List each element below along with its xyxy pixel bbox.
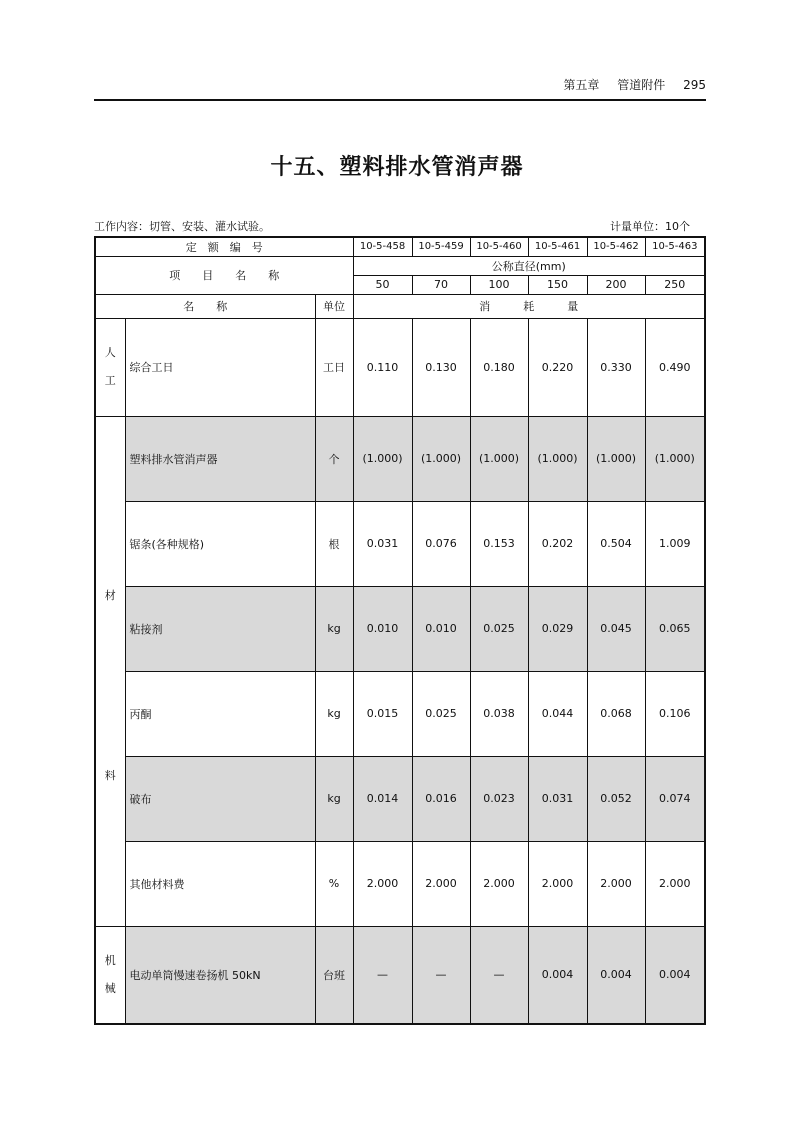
category-char: 机 (104, 953, 116, 967)
item-value: (1.000) (412, 416, 470, 501)
item-value: 0.180 (470, 318, 528, 416)
unit-note: 计量单位：10个 (610, 220, 690, 233)
code-row (95, 237, 705, 256)
diameter-value: 50 (353, 275, 412, 294)
item-value: 0.023 (470, 756, 528, 841)
header-rule (94, 99, 706, 101)
item-unit: kg (315, 671, 353, 756)
item-name: 其他材料费 (125, 841, 315, 926)
column-header-row (95, 294, 705, 318)
table-row (95, 926, 705, 1024)
item-value: — (353, 926, 412, 1024)
table-row (95, 586, 705, 671)
item-value: 0.004 (587, 926, 645, 1024)
work-content: 工作内容：切管、安装、灌水试验。 (94, 220, 270, 233)
item-value: 0.004 (528, 926, 587, 1024)
col-name-header: 名 称 (95, 294, 315, 318)
col-unit-header: 单位 (315, 294, 353, 318)
item-name: 综合工日 (125, 318, 315, 416)
item-value: 0.025 (412, 671, 470, 756)
page-number: 295 (683, 78, 706, 92)
item-value: 0.076 (412, 501, 470, 586)
page-header (94, 76, 706, 94)
item-value: 1.009 (645, 501, 705, 586)
table-row (95, 841, 705, 926)
item-value: (1.000) (645, 416, 705, 501)
item-name: 破布 (125, 756, 315, 841)
item-value: 0.074 (645, 756, 705, 841)
page-title: 十五、塑料排水管消声器 (270, 155, 524, 180)
quota-code: 10-5-458 (353, 237, 412, 256)
item-value: 0.031 (528, 756, 587, 841)
table-row (95, 671, 705, 756)
item-value: 0.015 (353, 671, 412, 756)
item-value: 0.029 (528, 586, 587, 671)
diameter-label-row (95, 256, 705, 275)
diameter-value: 250 (645, 275, 705, 294)
category-char: 械 (104, 981, 116, 995)
item-value: 2.000 (353, 841, 412, 926)
category-char: 料 (104, 768, 116, 782)
item-unit: 工日 (315, 318, 353, 416)
table-row (95, 756, 705, 841)
item-value: 0.031 (353, 501, 412, 586)
item-value: 0.004 (645, 926, 705, 1024)
item-name: 锯条(各种规格) (125, 501, 315, 586)
item-value: 0.130 (412, 318, 470, 416)
item-unit: 个 (315, 416, 353, 501)
item-value: 0.010 (353, 586, 412, 671)
diameter-label: 公称直径(mm) (353, 256, 705, 275)
item-name: 电动单筒慢速卷扬机 50kN (125, 926, 315, 1024)
quota-code: 10-5-462 (587, 237, 645, 256)
table-row (95, 318, 705, 416)
item-unit: kg (315, 586, 353, 671)
item-value: — (470, 926, 528, 1024)
item-value: 0.504 (587, 501, 645, 586)
item-name: 塑料排水管消声器 (125, 416, 315, 501)
item-value: 0.016 (412, 756, 470, 841)
category-labor (95, 318, 125, 416)
diameter-value: 100 (470, 275, 528, 294)
item-value: 0.014 (353, 756, 412, 841)
item-value: 0.038 (470, 671, 528, 756)
item-unit: kg (315, 756, 353, 841)
item-value: (1.000) (587, 416, 645, 501)
diameter-value: 200 (587, 275, 645, 294)
item-value: 0.202 (528, 501, 587, 586)
table-meta (94, 218, 706, 234)
item-value: 2.000 (470, 841, 528, 926)
col-consumption-header: 消 耗 量 (353, 294, 705, 318)
item-value: 2.000 (587, 841, 645, 926)
quota-code: 10-5-461 (528, 237, 587, 256)
item-value: 0.010 (412, 586, 470, 671)
item-unit: 根 (315, 501, 353, 586)
item-value: 0.052 (587, 756, 645, 841)
item-value: 2.000 (412, 841, 470, 926)
quota-code: 10-5-460 (470, 237, 528, 256)
category-char: 材 (104, 588, 116, 602)
item-value: 0.068 (587, 671, 645, 756)
category-machine (95, 926, 125, 1024)
diameter-value: 150 (528, 275, 587, 294)
item-value: 0.110 (353, 318, 412, 416)
item-value: — (412, 926, 470, 1024)
item-value: (1.000) (528, 416, 587, 501)
item-value: 0.490 (645, 318, 705, 416)
item-value: 0.045 (587, 586, 645, 671)
item-value: 0.330 (587, 318, 645, 416)
item-value: 0.065 (645, 586, 705, 671)
category-material (95, 416, 125, 926)
item-value: 0.153 (470, 501, 528, 586)
item-name: 粘接剂 (125, 586, 315, 671)
category-char: 人 (104, 346, 116, 359)
item-unit: 台班 (315, 926, 353, 1024)
item-value: 0.106 (645, 671, 705, 756)
item-name: 丙酮 (125, 671, 315, 756)
quota-code: 10-5-463 (645, 237, 705, 256)
item-value: (1.000) (353, 416, 412, 501)
item-unit: % (315, 841, 353, 926)
category-char: 工 (104, 374, 116, 387)
section-label: 管道附件 (617, 78, 666, 92)
table-row (95, 416, 705, 501)
item-value: 0.220 (528, 318, 587, 416)
item-value: 2.000 (645, 841, 705, 926)
item-name-label: 项 目 名 称 (95, 256, 353, 294)
chapter-label: 第五章 (563, 78, 600, 92)
diameter-value: 70 (412, 275, 470, 294)
item-value: (1.000) (470, 416, 528, 501)
item-value: 0.044 (528, 671, 587, 756)
table-row (95, 501, 705, 586)
quota-code: 10-5-459 (412, 237, 470, 256)
item-value: 0.025 (470, 586, 528, 671)
code-row-label: 定 额 编 号 (95, 237, 353, 256)
quota-table (94, 236, 706, 1025)
item-value: 2.000 (528, 841, 587, 926)
